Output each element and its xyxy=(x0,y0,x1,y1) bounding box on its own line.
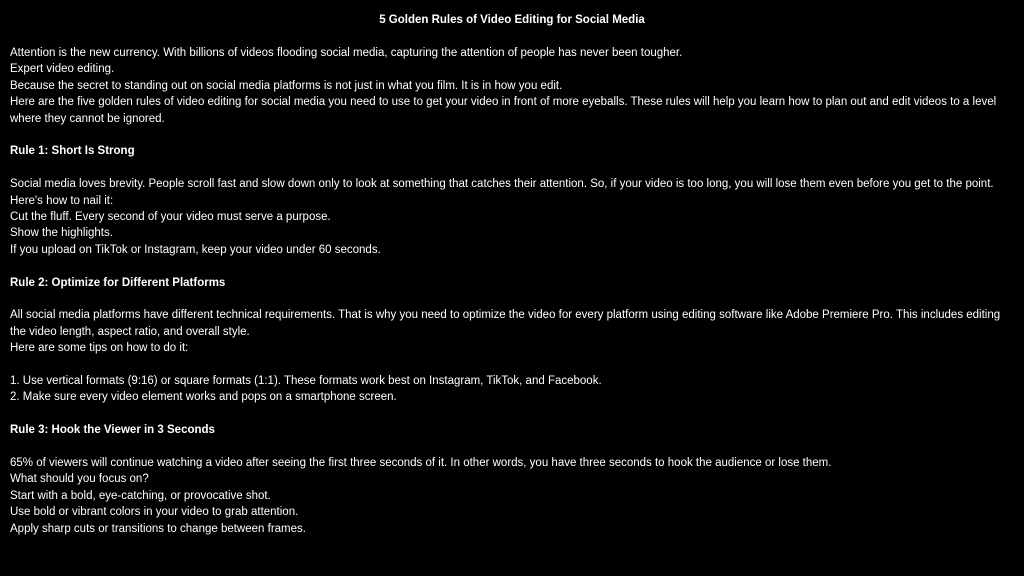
rule-2-line: Here are some tips on how to do it: xyxy=(10,342,189,355)
rule-1-line: Show the highlights. xyxy=(10,227,113,240)
spacer xyxy=(10,127,1018,143)
intro-paragraph: Here are the five golden rules of video editing for social media you need to use to get your video in front of more eyeballs. These rules will help you learn how to plan out and edit videos to a level where they cannot be ignored. xyxy=(10,96,997,125)
rule-1-line: Here's how to nail it: xyxy=(10,194,114,207)
rule-3-line: Start with a bold, eye-catching, or provocative shot. xyxy=(10,489,271,502)
rule-3-line: Apply sharp cuts or transitions to change between frames. xyxy=(10,522,306,535)
spacer xyxy=(10,258,1018,274)
intro-paragraph: Expert video editing. xyxy=(10,63,115,76)
intro-paragraph: Attention is the new currency. With billions of videos flooding social media, capturing the attention of people has never been tougher. xyxy=(10,47,683,59)
intro-paragraph: Because the secret to standing out on social media platforms is not just in what you film. It is in how you edit. xyxy=(10,79,563,92)
rule-3-line: 65% of viewers will continue watching a video after seeing the first three seconds of it. In other words, you have three seconds to hook the audience or lose them. xyxy=(10,457,832,470)
rule-2-tip: 1. Use vertical formats (9:16) or square formats (1:1). These formats work best on Instagram, TikTok, and Facebook. xyxy=(10,375,602,388)
spacer xyxy=(10,406,1018,422)
rule-3-heading: Rule 3: Hook the Viewer in 3 Seconds xyxy=(10,424,215,437)
document-title: 5 Golden Rules of Video Editing for Social Media xyxy=(379,14,645,26)
spacer xyxy=(10,160,1018,176)
rule-2-tip: 2. Make sure every video element works and pops on a smartphone screen. xyxy=(10,391,397,404)
rule-1-line: If you upload on TikTok or Instagram, keep your video under 60 seconds. xyxy=(10,243,381,256)
rule-3-line: What should you focus on? xyxy=(10,473,149,486)
spacer xyxy=(10,291,1018,307)
rule-1-line: Social media loves brevity. People scroll fast and slow down only to look at something that catches their attention. So, if your video is too long, you will lose them even before you get to the point. xyxy=(10,178,994,191)
spacer xyxy=(10,357,1018,373)
rule-2-heading: Rule 2: Optimize for Different Platforms xyxy=(10,276,226,289)
document-body xyxy=(10,45,1018,537)
rule-1-line: Cut the fluff. Every second of your video must serve a purpose. xyxy=(10,211,331,224)
rule-2-line: All social media platforms have different technical requirements. That is why you need to optimize the video for every platform using editing software like Adobe Premiere Pro. This includes editing the video length, aspect ratio, and overall style. xyxy=(10,309,1001,338)
rule-1-heading: Rule 1: Short Is Strong xyxy=(10,145,135,158)
rule-3-line: Use bold or vibrant colors in your video to grab attention. xyxy=(10,506,299,519)
spacer xyxy=(10,439,1018,455)
